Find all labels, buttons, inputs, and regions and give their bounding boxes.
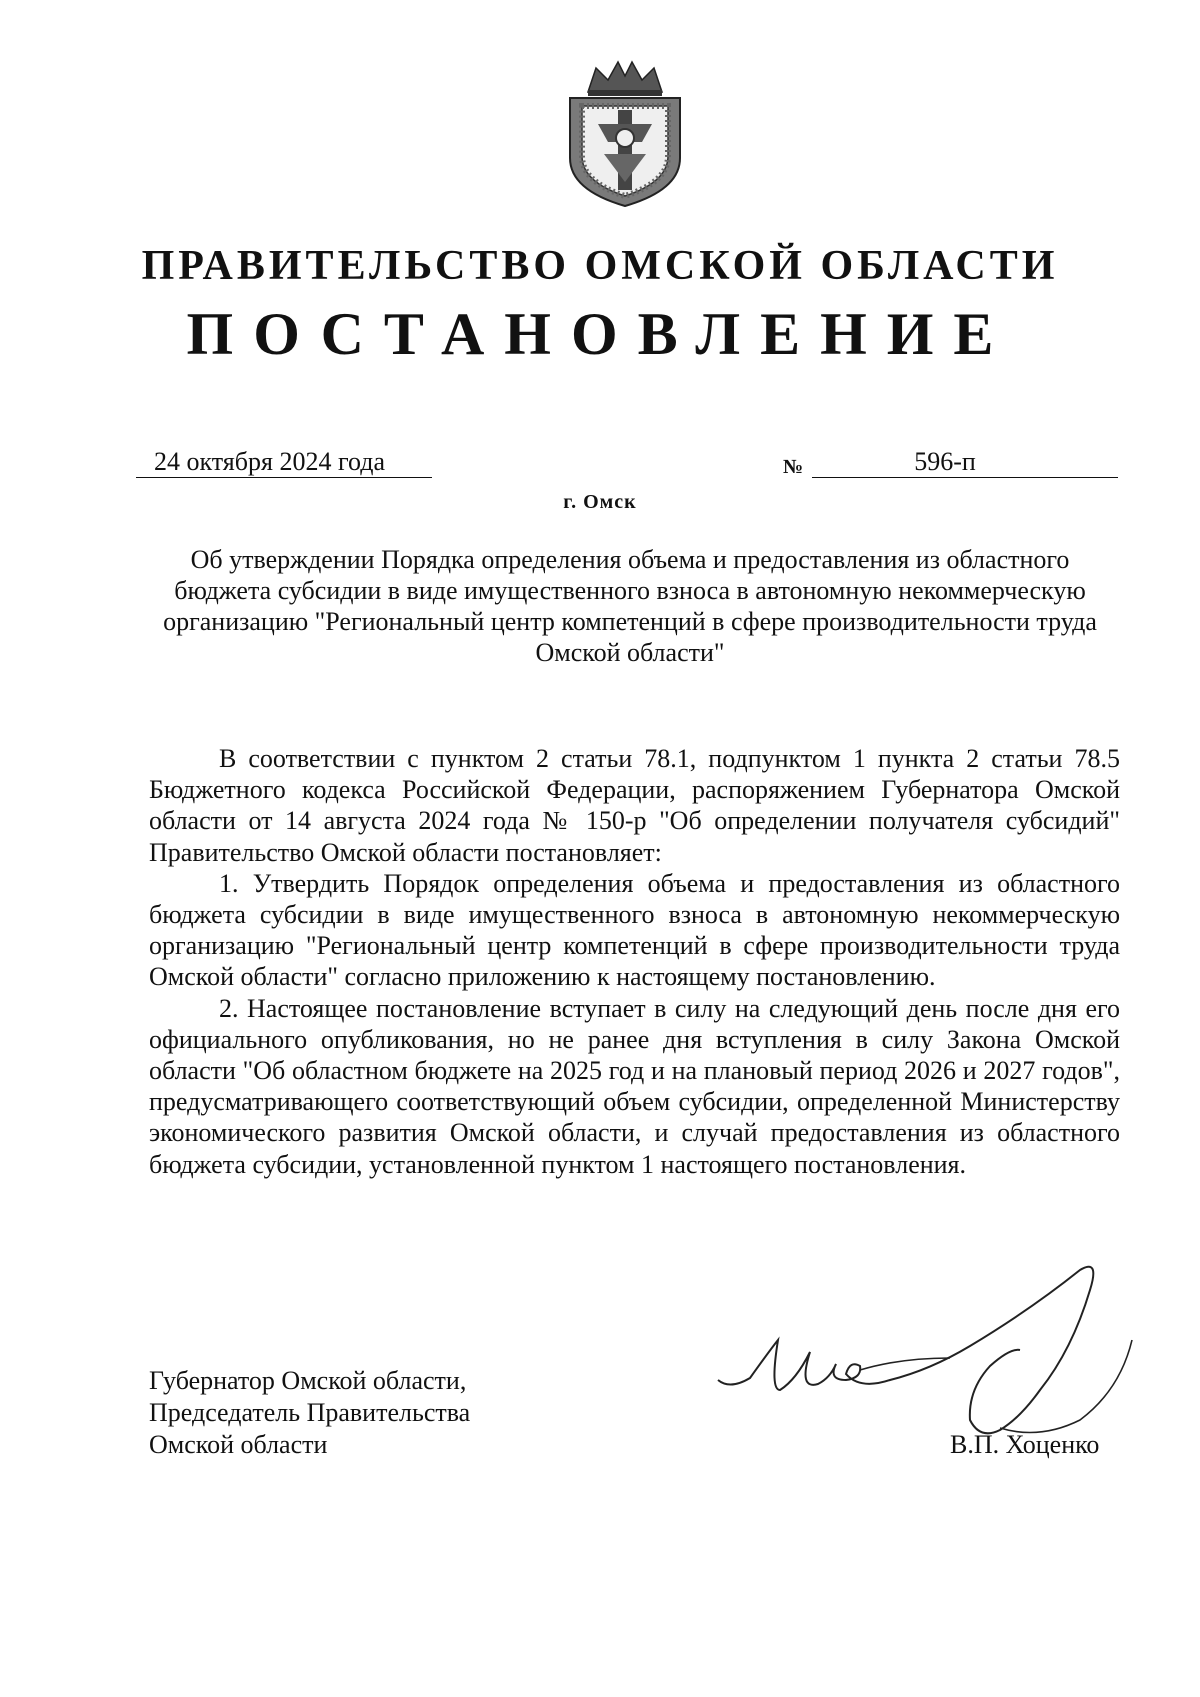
signer-name: В.П. Хоценко (950, 1430, 1100, 1459)
document-body (149, 743, 1120, 1180)
document-type: ПОСТАНОВЛЕНИЕ (186, 301, 1014, 367)
preamble-paragraph: В соответствии с пунктом 2 статьи 78.1, подпунктом 1 пункта 2 статьи 78.5 Бюджетного кодекса Российской Федерации, распоряжением Губернатора Омской области от 14 августа 2024 года № 150-р "Об определении получателя субсидий" Правительство Омской области постановляет: (149, 744, 1120, 867)
item-2-paragraph: 2. Настоящее постановление вступает в силу на следующий день после дня его официального опубликования, но не ранее дня вступления в силу Закона Омской области "Об областном бюджете на 2025 год и на плановый период 2026 и 2027 годов", предусматривающего соответствующий объем субсидии, определенной Министерству экономического развития Омской области, и случай предоставления из областного бюджета субсидии, установленной пунктом 1 настоящего постановления. (149, 993, 1120, 1179)
coat-of-arms-icon (560, 58, 690, 208)
signatory-position (149, 1365, 470, 1461)
number-label: № (783, 456, 804, 478)
position-line-1: Губернатор Омской области, (149, 1366, 467, 1395)
org-title: ПРАВИТЕЛЬСТВО ОМСКОЙ ОБЛАСТИ (141, 243, 1059, 289)
item-1-paragraph: 1. Утвердить Порядок определения объема и предоставления из областного бюджета субсидии в виде имущественного взноса в автономную некоммерческую организацию "Региональный центр компетенций в сфере производительности труда Омской области" согласно приложению к настоящему постановлению. (149, 868, 1120, 992)
handwritten-signature (700, 1240, 1140, 1460)
document-date: 24 октября 2024 года (136, 447, 432, 478)
document-subject: Об утверждении Порядка определения объема и предоставления из областного бюджета субсидии в виде имущественного взноса в автономную некоммерческую организацию "Региональный центр компетенций в сфере производительности труда Омской области" (163, 545, 1097, 667)
position-line-3: Омской области (149, 1430, 328, 1459)
document-number: 596-п (812, 447, 1118, 478)
position-line-2: Председатель Правительства (149, 1398, 471, 1427)
city: г. Омск (563, 491, 637, 513)
